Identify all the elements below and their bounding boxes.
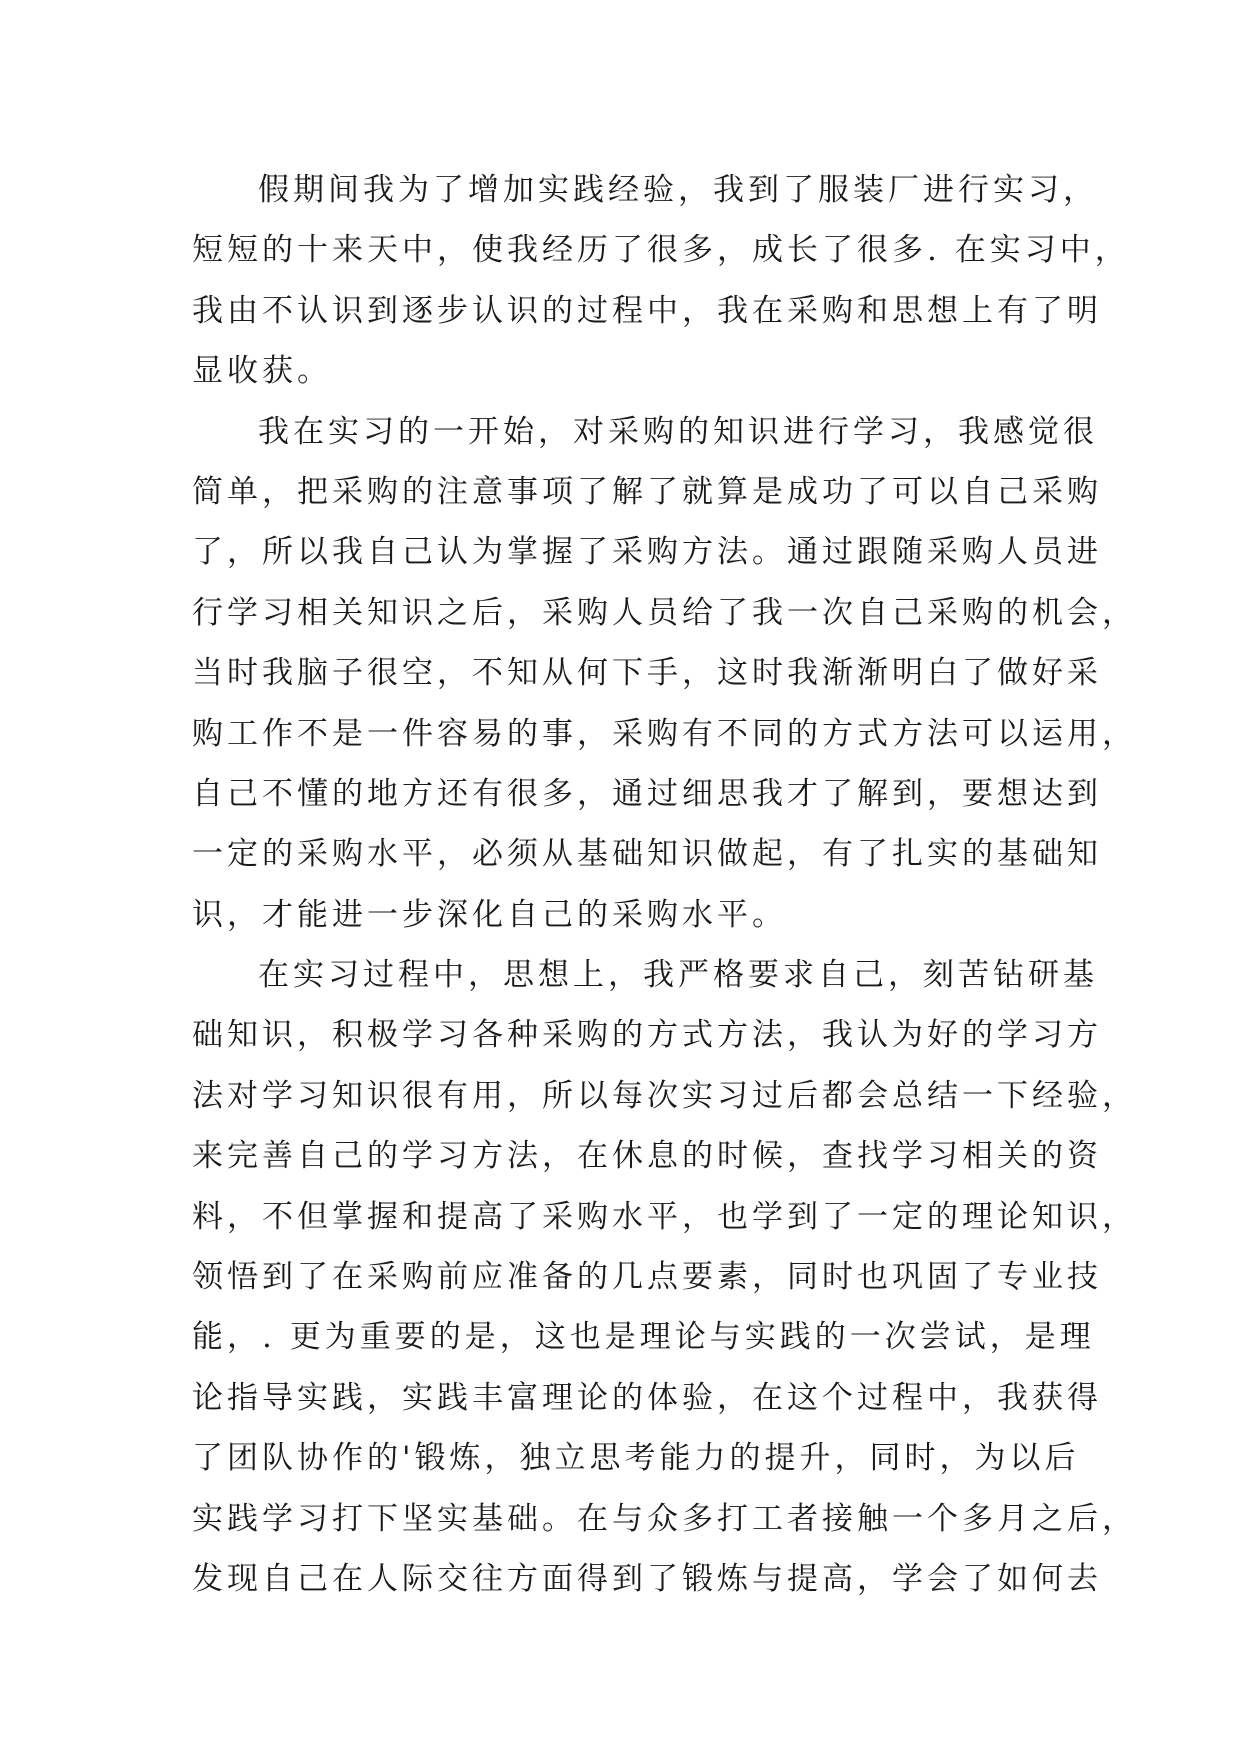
- paragraph-1: [192, 160, 1130, 402]
- text-line: 法对学习知识很有用，所以每次实习过后都会总结一下经验，: [192, 1077, 1137, 1114]
- text-line: 了团队协作的'锻炼，独立思考能力的提升，同时，为以后: [192, 1440, 1080, 1477]
- text-line: 行学习相关知识之后，采购人员给了我一次自己采购的机会，: [192, 594, 1137, 631]
- text-line: 显收获。: [192, 353, 332, 390]
- text-line: 础知识，积极学习各种采购的方式方法，我认为好的学习方: [192, 1017, 1102, 1054]
- text-line: 自己不懂的地方还有很多，通过细思我才了解到，要想达到: [192, 775, 1102, 812]
- text-line: 在实习过程中，思想上，我严格要求自己，刻苦钻研基: [258, 957, 1098, 994]
- text-line: 识，才能进一步深化自己的采购水平。: [192, 896, 787, 933]
- text-line: 了，所以我自己认为掌握了采购方法。通过跟随采购人员进: [192, 534, 1102, 571]
- text-line: 购工作不是一件容易的事，采购有不同的方式方法可以运用，: [192, 715, 1137, 752]
- text-line: 料，不但掌握和提高了采购水平，也学到了一定的理论知识，: [192, 1198, 1137, 1235]
- text-line: 论指导实践，实践丰富理论的体验，在这个过程中，我获得: [192, 1379, 1102, 1416]
- paragraph-3: [192, 945, 1137, 1609]
- document-body: [192, 160, 1137, 1609]
- text-line: 当时我脑子很空，不知从何下手，这时我渐渐明白了做好采: [192, 655, 1102, 692]
- text-line: 短短的十来天中，使我经历了很多，成长了很多. 在实习中，: [192, 232, 1130, 269]
- text-line: 来完善自己的学习方法，在休息的时候，查找学习相关的资: [192, 1138, 1102, 1175]
- text-line: 实践学习打下坚实基础。在与众多打工者接触一个多月之后，: [192, 1500, 1137, 1537]
- paragraph-2: [192, 402, 1137, 946]
- text-line: 领悟到了在采购前应准备的几点要素，同时也巩固了专业技: [192, 1259, 1102, 1296]
- text-line: 能，. 更为重要的是，这也是理论与实践的一次尝试，是理: [192, 1319, 1095, 1356]
- text-line: 发现自己在人际交往方面得到了锻炼与提高，学会了如何去: [192, 1560, 1102, 1597]
- text-line: 一定的采购水平，必须从基础知识做起，有了扎实的基础知: [192, 836, 1102, 873]
- text-line: 假期间我为了增加实践经验，我到了服装厂进行实习，: [258, 172, 1098, 208]
- text-line: 简单，把采购的注意事项了解了就算是成功了可以自己采购: [192, 473, 1102, 510]
- text-line: 我在实习的一开始，对采购的知识进行学习，我感觉很: [258, 413, 1098, 450]
- text-line: 我由不认识到逐步认识的过程中，我在采购和思想上有了明: [192, 292, 1102, 329]
